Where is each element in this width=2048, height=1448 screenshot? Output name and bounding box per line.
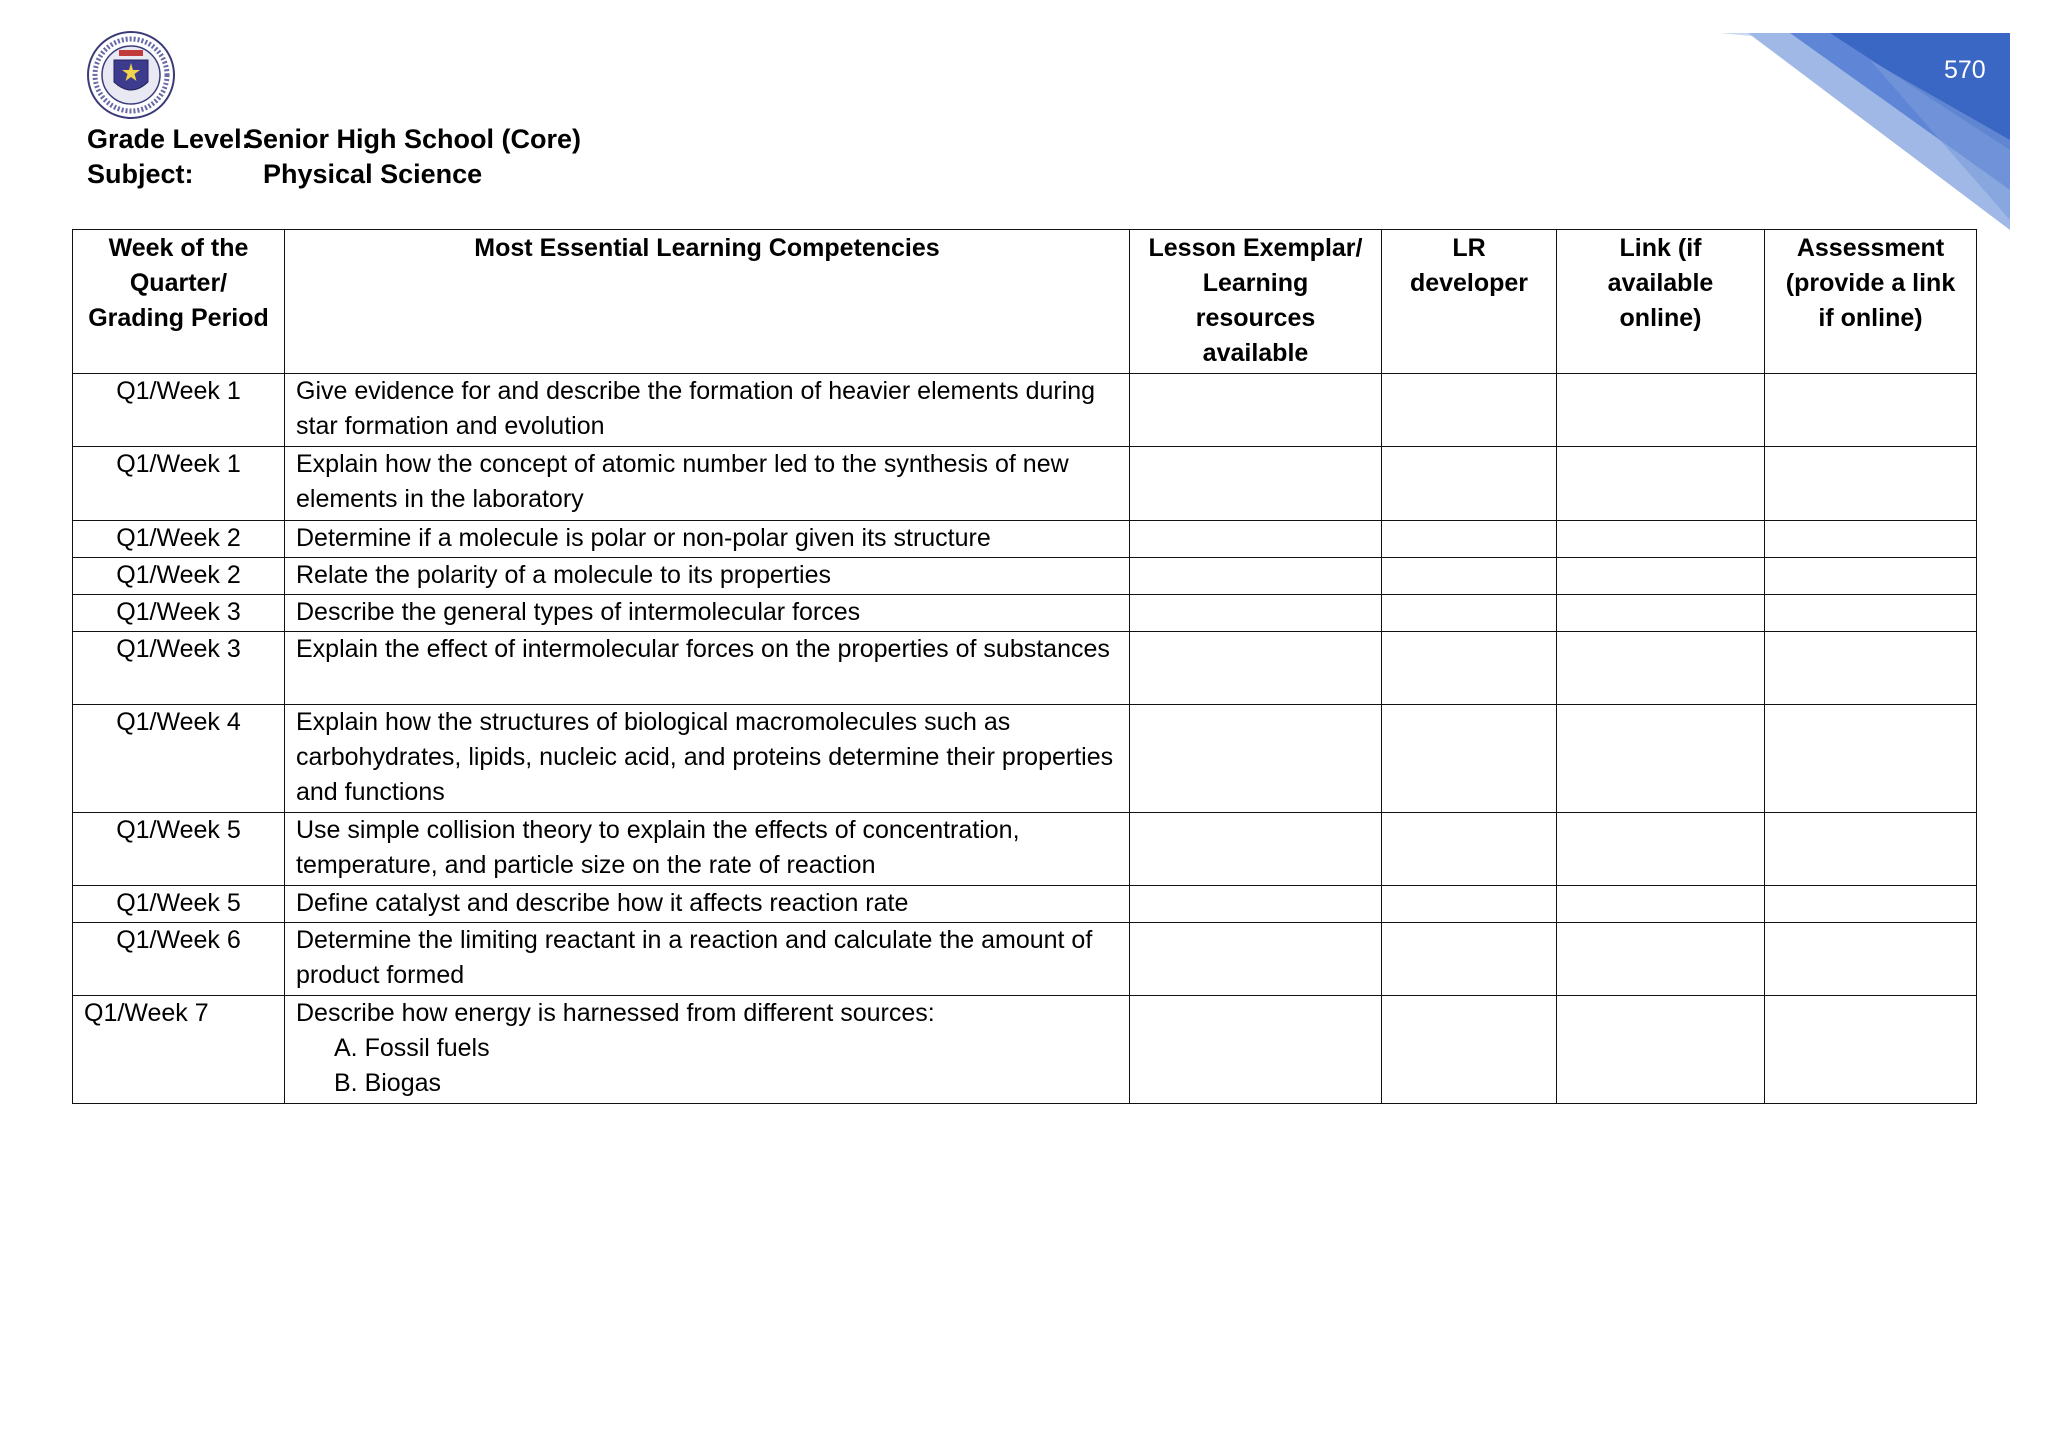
page-number: 570	[1944, 56, 1986, 84]
competency-cell: Determine the limiting reactant in a reaction and calculate the amount of product formed	[285, 923, 1130, 996]
competency-cell: Determine if a molecule is polar or non-polar given its structure	[285, 521, 1130, 558]
lesson-exemplar-cell	[1130, 374, 1382, 447]
lesson-exemplar-cell	[1130, 447, 1382, 521]
lr-developer-cell	[1382, 521, 1557, 558]
link-cell	[1557, 374, 1765, 447]
subject-value: Physical Science	[263, 159, 483, 189]
link-cell	[1557, 923, 1765, 996]
week-cell: Q1/Week 1	[73, 374, 285, 447]
link-cell	[1557, 447, 1765, 521]
lr-developer-cell	[1382, 447, 1557, 521]
assessment-cell	[1765, 447, 1977, 521]
lr-developer-cell	[1382, 813, 1557, 886]
link-cell	[1557, 632, 1765, 705]
energy-source-item: B. Biogas	[334, 1069, 442, 1097]
lesson-exemplar-cell	[1130, 705, 1382, 813]
week-cell: Q1/Week 4	[73, 705, 285, 813]
link-cell	[1557, 521, 1765, 558]
week-cell: Q1/Week 1	[73, 447, 285, 521]
lesson-exemplar-cell	[1130, 521, 1382, 558]
column-header-lr-developer: LR developer	[1382, 230, 1557, 374]
assessment-cell	[1765, 705, 1977, 813]
link-cell	[1557, 886, 1765, 923]
energy-source-item: A. Fossil fuels	[334, 1034, 490, 1062]
table-header-row	[73, 230, 1977, 374]
column-header-lesson-exemplar: Lesson Exemplar/ Learning resources available	[1130, 230, 1382, 374]
competency-cell: Define catalyst and describe how it affects reaction rate	[285, 886, 1130, 923]
assessment-cell	[1765, 886, 1977, 923]
link-cell	[1557, 558, 1765, 595]
competency-cell: Give evidence for and describe the formation of heavier elements during star formation and evolution	[285, 374, 1130, 447]
column-header-competencies: Most Essential Learning Competencies	[285, 230, 1130, 374]
competency-cell: Use simple collision theory to explain the effects of concentration, temperature, and particle size on the rate of reaction	[285, 813, 1130, 886]
lesson-exemplar-cell	[1130, 996, 1382, 1104]
assessment-cell	[1765, 521, 1977, 558]
lr-developer-cell	[1382, 374, 1557, 447]
week-cell: Q1/Week 5	[73, 886, 285, 923]
lr-developer-cell	[1382, 923, 1557, 996]
lesson-exemplar-cell	[1130, 632, 1382, 705]
week-cell: Q1/Week 2	[73, 521, 285, 558]
table-row	[73, 923, 1977, 996]
competency-text: Describe how energy is harnessed from different sources:	[296, 999, 935, 1027]
assessment-cell	[1765, 996, 1977, 1104]
table-row	[73, 374, 1977, 447]
assessment-cell	[1765, 558, 1977, 595]
deped-seal-icon	[86, 30, 176, 120]
column-header-assessment: Assessment (provide a link if online)	[1765, 230, 1977, 374]
table-row	[73, 996, 1977, 1104]
assessment-cell	[1765, 813, 1977, 886]
table-row	[73, 886, 1977, 923]
header-info	[87, 122, 581, 192]
lr-developer-cell	[1382, 632, 1557, 705]
assessment-cell	[1765, 632, 1977, 705]
competencies-table	[72, 229, 1977, 1104]
week-cell: Q1/Week 6	[73, 923, 285, 996]
column-header-week: Week of the Quarter/ Grading Period	[73, 230, 285, 374]
link-cell	[1557, 813, 1765, 886]
link-cell	[1557, 996, 1765, 1104]
lr-developer-cell	[1382, 996, 1557, 1104]
column-header-link: Link (if available online)	[1557, 230, 1765, 374]
link-cell	[1557, 595, 1765, 632]
competency-cell	[285, 996, 1130, 1104]
subject-label: Subject:	[87, 159, 194, 189]
week-cell: Q1/Week 5	[73, 813, 285, 886]
lesson-exemplar-cell	[1130, 886, 1382, 923]
competency-cell: Explain how the concept of atomic number led to the synthesis of new elements in the laboratory	[285, 447, 1130, 521]
lesson-exemplar-cell	[1130, 923, 1382, 996]
table-row	[73, 447, 1977, 521]
grade-level-value: Senior High School (Core)	[245, 124, 582, 154]
lr-developer-cell	[1382, 558, 1557, 595]
table-row	[73, 705, 1977, 813]
lesson-exemplar-cell	[1130, 813, 1382, 886]
table-row	[73, 813, 1977, 886]
lr-developer-cell	[1382, 595, 1557, 632]
assessment-cell	[1765, 923, 1977, 996]
week-cell: Q1/Week 3	[73, 632, 285, 705]
lr-developer-cell	[1382, 886, 1557, 923]
week-cell: Q1/Week 7	[73, 996, 285, 1104]
table-row	[73, 632, 1977, 705]
assessment-cell	[1765, 374, 1977, 447]
lesson-exemplar-cell	[1130, 558, 1382, 595]
table-row	[73, 558, 1977, 595]
competency-cell: Explain the effect of intermolecular forces on the properties of substances	[285, 632, 1130, 705]
subject-row	[87, 157, 581, 192]
week-cell: Q1/Week 3	[73, 595, 285, 632]
competency-cell: Relate the polarity of a molecule to its properties	[285, 558, 1130, 595]
grade-level-label: Grade Level:	[87, 124, 251, 154]
table-row	[73, 595, 1977, 632]
competency-cell: Explain how the structures of biological macromolecules such as carbohydrates, lipids, nucleic acid, and proteins determine their properties and functions	[285, 705, 1130, 813]
table-row	[73, 521, 1977, 558]
grade-level-row	[87, 122, 581, 157]
lesson-exemplar-cell	[1130, 595, 1382, 632]
link-cell	[1557, 705, 1765, 813]
competency-cell: Describe the general types of intermolecular forces	[285, 595, 1130, 632]
assessment-cell	[1765, 595, 1977, 632]
lr-developer-cell	[1382, 705, 1557, 813]
week-cell: Q1/Week 2	[73, 558, 285, 595]
